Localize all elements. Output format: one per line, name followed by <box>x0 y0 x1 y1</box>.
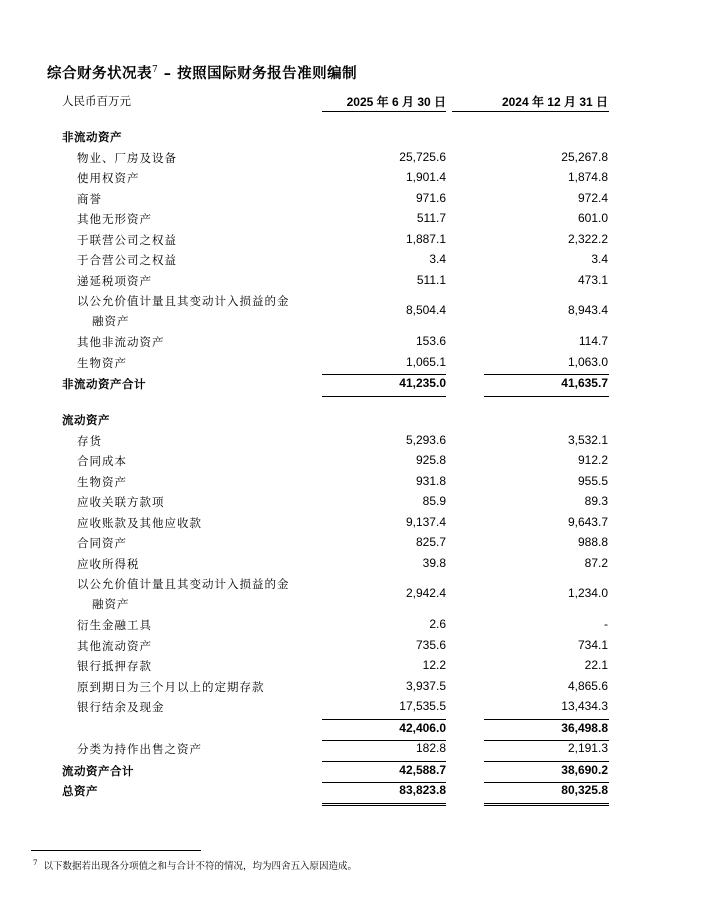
table-row <box>0 535 715 555</box>
table-row <box>0 679 715 699</box>
value-2025: 25,725.6 <box>399 149 446 164</box>
grand-total-bottom-rule <box>322 803 446 804</box>
value-2025: 9,137.4 <box>405 514 446 529</box>
value-2024: 13,434.3 <box>561 699 608 713</box>
row-label: 物业、厂房及设备 <box>77 150 177 165</box>
value-2025: 8,504.4 <box>405 303 446 317</box>
table-row <box>0 252 715 272</box>
value-2024: 80,325.8 <box>561 783 608 797</box>
subtotal-top-rule <box>484 719 609 720</box>
row-label: 生物资产 <box>77 355 127 370</box>
value-2025: 83,823.8 <box>399 783 446 797</box>
total-bottom-rule <box>322 396 446 397</box>
value-2025: 17,535.5 <box>399 699 446 713</box>
value-2025: 2.6 <box>429 617 446 631</box>
table-row <box>0 355 715 375</box>
row-label: 于联营公司之权益 <box>77 232 177 247</box>
table-row <box>0 576 715 611</box>
value-2025: 925.8 <box>415 453 446 467</box>
value-2025: 153.6 <box>415 334 446 348</box>
row-label: 以公允价值计量且其变动计入损益的金 <box>77 294 290 308</box>
row-label: 合同资产 <box>77 536 127 550</box>
row-label: 非流动资产 <box>62 130 122 144</box>
table-row <box>0 334 715 354</box>
row-label: 生物资产 <box>77 474 127 489</box>
column-header-2024: 2024 年 12 月 31 日 <box>501 95 608 109</box>
value-2024: 114.7 <box>578 334 608 348</box>
row-label: 其他无形资产 <box>77 212 152 226</box>
value-2024: 87.2 <box>584 555 608 570</box>
value-2025: 1,901.4 <box>405 170 446 184</box>
footnote-rule <box>31 850 201 851</box>
header-rule <box>322 111 446 112</box>
value-2025: 511.1 <box>416 272 446 287</box>
total-top-rule <box>484 761 609 762</box>
value-2024: 3.4 <box>591 252 608 266</box>
value-2024: 8,943.4 <box>567 303 608 317</box>
value-2025: 971.6 <box>415 190 446 205</box>
row-label: 应收关联方款项 <box>77 495 165 509</box>
table-row <box>0 638 715 658</box>
value-2025: 5,293.6 <box>405 432 446 447</box>
row-label: 以公允价值计量且其变动计入损益的金 <box>77 577 290 591</box>
total-row <box>0 376 715 396</box>
value-2025: 3.4 <box>429 252 446 266</box>
subtotal-top-rule <box>322 719 446 720</box>
table-row <box>0 211 715 231</box>
value-2025: 182.8 <box>415 741 446 755</box>
row-label: 原到期日为三个月以上的定期存款 <box>77 679 265 694</box>
row-label-continued: 融资产 <box>92 314 130 328</box>
row-label: 衍生金融工具 <box>77 618 152 632</box>
value-2024: 3,532.1 <box>567 432 608 447</box>
table-row <box>0 474 715 494</box>
value-2025: 1,887.1 <box>405 231 446 246</box>
value-2025: 825.7 <box>415 535 446 549</box>
row-label: 银行抵押存款 <box>77 659 152 673</box>
value-2024: 89.3 <box>584 494 608 508</box>
table-row <box>0 556 715 576</box>
value-2024: 734.1 <box>577 637 608 652</box>
row-label: 存货 <box>77 433 102 448</box>
value-2025: 931.8 <box>415 473 446 488</box>
row-label: 流动资产合计 <box>62 763 134 778</box>
value-2024: 601.0 <box>577 211 608 225</box>
value-2024: 912.2 <box>577 453 608 467</box>
value-2025: 2,942.4 <box>405 586 446 600</box>
section-heading <box>0 129 715 149</box>
row-label: 递延税项资产 <box>77 273 152 288</box>
value-2024: 955.5 <box>577 473 608 488</box>
row-label: 总资产 <box>62 784 98 798</box>
table-row <box>0 191 715 211</box>
value-2025: 1,065.1 <box>405 354 446 369</box>
value-2024: 2,322.2 <box>567 231 608 246</box>
value-2024: - <box>604 617 608 631</box>
value-2024: 972.4 <box>577 190 608 205</box>
footnote: $^7$ 以下数据若出现各分项值之和与合计不符的情况，均为四舍五入原因造成。 <box>33 858 357 872</box>
row-label: 合同成本 <box>77 454 127 468</box>
table-row <box>0 741 715 761</box>
row-label-continued: 融资产 <box>92 597 130 611</box>
table-row <box>0 293 715 328</box>
table-row <box>0 170 715 190</box>
page-title: 综合财务状况表$^7$ – 按照国际财务报告准则编制 <box>47 65 358 82</box>
total-row <box>0 763 715 783</box>
value-2024: 2,191.3 <box>567 741 608 755</box>
row-label: 分类为持作出售之资产 <box>77 742 202 756</box>
total-bottom-rule <box>484 396 609 397</box>
row-label: 其他非流动资产 <box>77 335 165 349</box>
value-2025: 42,588.7 <box>399 762 446 777</box>
row-label: 非流动资产合计 <box>62 377 146 391</box>
row-label: 于合营公司之权益 <box>77 253 177 267</box>
table-row <box>0 515 715 535</box>
value-2025: 85.9 <box>422 494 446 508</box>
value-2025: 39.8 <box>422 555 446 570</box>
table-row <box>0 150 715 170</box>
table-row <box>0 699 715 719</box>
row-label: 银行结余及现金 <box>77 700 165 714</box>
total-top-rule <box>322 761 446 762</box>
value-2024: 473.1 <box>577 272 608 287</box>
value-2024: 9,643.7 <box>567 514 608 529</box>
subtotal-row <box>0 721 715 741</box>
value-2024: 38,690.2 <box>561 762 608 777</box>
value-2024: 1,063.0 <box>567 354 608 369</box>
grand-total-double-rule <box>484 805 609 806</box>
table-row <box>0 658 715 678</box>
grand-total-row <box>0 783 715 803</box>
column-header-2025: 2025 年 6 月 30 日 <box>346 95 446 109</box>
value-2025: 735.6 <box>415 637 446 652</box>
row-label: 应收账款及其他应收款 <box>77 515 202 530</box>
value-2024: 36,498.8 <box>561 720 608 735</box>
table-row <box>0 453 715 473</box>
value-2024: 41,635.7 <box>561 376 608 390</box>
grand-total-bottom-rule <box>484 803 609 804</box>
value-2024: 22.1 <box>584 658 608 672</box>
footnote-ref: 7 <box>152 65 159 76</box>
row-label: 商誉 <box>77 191 102 206</box>
row-label: 应收所得税 <box>77 556 140 571</box>
value-2024: 4,865.6 <box>567 678 608 693</box>
value-2025: 511.7 <box>416 211 446 225</box>
value-2025: 3,937.5 <box>405 678 446 693</box>
section-heading <box>0 412 715 432</box>
value-2024: 988.8 <box>577 535 608 549</box>
table-row <box>0 232 715 252</box>
row-label: 流动资产 <box>62 413 110 427</box>
total-top-rule <box>484 374 609 375</box>
value-2025: 41,235.0 <box>399 376 446 390</box>
table-row <box>0 494 715 514</box>
value-2025: 12.2 <box>422 658 446 672</box>
table-row <box>0 273 715 293</box>
table-row <box>0 433 715 453</box>
table-row <box>0 617 715 637</box>
value-2024: 25,267.8 <box>561 149 608 164</box>
value-2024: 1,234.0 <box>567 586 608 600</box>
row-label: 使用权资产 <box>77 171 140 185</box>
value-2024: 1,874.8 <box>567 170 608 184</box>
header-rule <box>452 111 609 112</box>
row-label: 其他流动资产 <box>77 638 152 653</box>
total-top-rule <box>322 374 446 375</box>
currency-unit: 人民币百万元 <box>62 94 131 108</box>
value-2025: 42,406.0 <box>399 720 446 735</box>
grand-total-double-rule <box>322 805 446 806</box>
